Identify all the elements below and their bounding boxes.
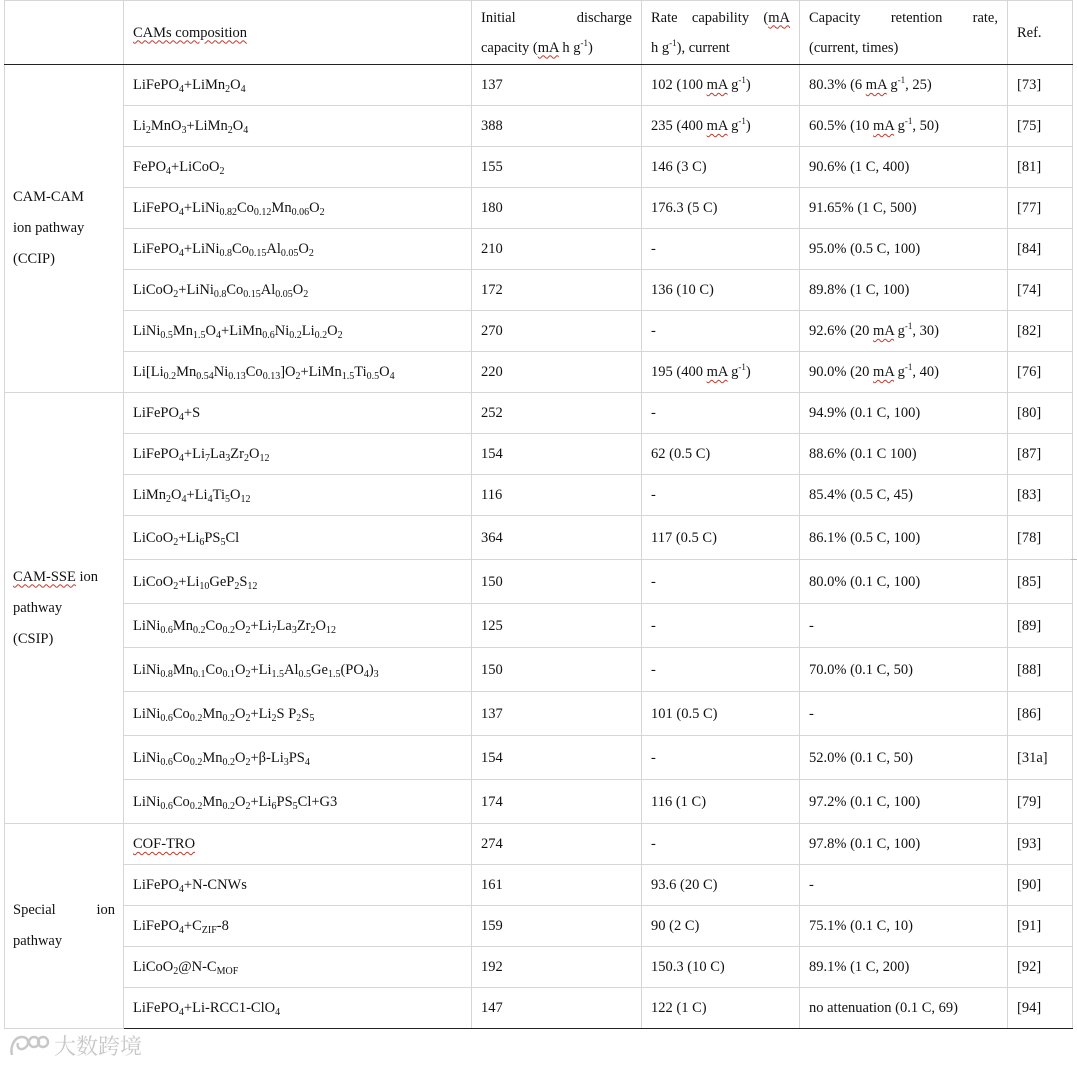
table-row <box>5 434 1073 475</box>
group-label <box>5 393 124 824</box>
ref-cell: [92] <box>1008 947 1073 988</box>
rate-capability-cell: - <box>642 648 800 692</box>
rate-capability-cell: - <box>642 604 800 648</box>
capacity-retention-cell: 90.6% (1 C, 400) <box>800 147 1008 188</box>
ref-cell: [83] <box>1008 475 1073 516</box>
ref-cell: [91] <box>1008 906 1073 947</box>
ref-cell: [87] <box>1008 434 1073 475</box>
composition-cell: $LiNi_{0.6}Mn_{0.2}Co_{0.2}O_2+Li_7La_3Zr_2O_{12}$ <box>124 604 472 648</box>
initial-capacity-cell: 150 <box>472 648 642 692</box>
composition-header-text: CAMs composition <box>133 24 247 41</box>
watermark-text: 大数跨境 <box>54 1035 143 1060</box>
rate-capability-cell: 235 (400 mA $g^{-1}$) <box>642 106 800 147</box>
rate-capability-cell: - <box>642 393 800 434</box>
group-label <box>5 824 124 1029</box>
composition-cell: $LiNi_{0.8}Mn_{0.1}Co_{0.1}O_2+Li_{1.5}Al_{0.5}Ge_{1.5}(PO_4)_3$ <box>124 648 472 692</box>
table-row <box>5 865 1073 906</box>
initial-capacity-cell: 174 <box>472 780 642 824</box>
group-label-line: CAM-SSE ion <box>13 568 99 585</box>
composition-cell: $LiFePO_4+LiMn_2O_4$ <box>124 65 472 106</box>
table-row <box>5 147 1073 188</box>
rate-capability-cell: 176.3 (5 C) <box>642 188 800 229</box>
composition-cell: $LiMn_2O_4+Li_4Ti_5O_{12}$ <box>124 475 472 516</box>
initial-capacity-cell: 220 <box>472 352 642 393</box>
group-label-line: (CSIP) <box>13 630 54 647</box>
table-row <box>5 906 1073 947</box>
retention-header-line1: Capacity retention rate, <box>809 9 998 26</box>
table-row <box>5 106 1073 147</box>
watermark-logo-icon <box>8 1033 50 1059</box>
ref-cell: [78] <box>1008 516 1073 560</box>
rate-capability-cell: - <box>642 560 800 604</box>
rate-capability-cell: 116 (1 C) <box>642 780 800 824</box>
composition-cell: $LiCoO_2+LiNi_{0.8}Co_{0.15}Al_{0.05}O_2$ <box>124 270 472 311</box>
table-row <box>5 65 1073 106</box>
group-label-line: ion pathway <box>13 220 85 236</box>
rate-capability-cell: - <box>642 229 800 270</box>
ref-cell: [90] <box>1008 865 1073 906</box>
header-capacity-retention <box>800 1 1008 65</box>
capacity-retention-cell: 60.5% (10 mA $g^{-1}$, 50) <box>800 106 1008 147</box>
initial-capacity-cell: 274 <box>472 824 642 865</box>
table-row <box>5 475 1073 516</box>
composition-cell: COF-TRO <box>124 824 472 865</box>
composition-cell: $LiFePO_4+LiNi_{0.8}Co_{0.15}Al_{0.05}O_2$ <box>124 229 472 270</box>
ref-cell: [88] <box>1008 648 1073 692</box>
composition-cell: $LiCoO_2+Li_6PS_5Cl$ <box>124 516 472 560</box>
capacity-retention-cell: 90.0% (20 mA $g^{-1}$, 40) <box>800 352 1008 393</box>
rate-capability-cell: - <box>642 311 800 352</box>
watermark <box>8 1030 142 1061</box>
composition-cell: $LiFePO_4+LiNi_{0.82}Co_{0.12}Mn_{0.06}O_2$ <box>124 188 472 229</box>
capacity-retention-cell: - <box>800 604 1008 648</box>
rate-capability-cell: 101 (0.5 C) <box>642 692 800 736</box>
table-row <box>5 270 1073 311</box>
capacity-retention-cell: 80.3% (6 mA $g^{-1}$, 25) <box>800 65 1008 106</box>
initial-capacity-cell: 125 <box>472 604 642 648</box>
ref-cell: [73] <box>1008 65 1073 106</box>
capacity-retention-cell: 80.0% (0.1 C, 100) <box>800 560 1008 604</box>
ref-cell: [77] <box>1008 188 1073 229</box>
table-row <box>5 824 1073 865</box>
table-wrapper <box>4 0 1072 1029</box>
rate-capability-cell: - <box>642 475 800 516</box>
ref-cell: [82] <box>1008 311 1073 352</box>
composition-cell: FePO$_4$+LiCoO$_2$ <box>124 147 472 188</box>
rate-capability-cell: - <box>642 824 800 865</box>
capacity-retention-cell: 91.65% (1 C, 500) <box>800 188 1008 229</box>
header-ref: Ref. <box>1008 1 1073 65</box>
group-label-line: pathway <box>13 933 63 949</box>
ref-cell: [93] <box>1008 824 1073 865</box>
rate-capability-cell: 102 (100 mA $g^{-1}$) <box>642 65 800 106</box>
table-row <box>5 188 1073 229</box>
composition-cell: $LiNi_{0.6}Co_{0.2}Mn_{0.2}O_2+\beta-Li_3PS_4$ <box>124 736 472 780</box>
header-initial-capacity <box>472 1 642 65</box>
initial-capacity-cell: 172 <box>472 270 642 311</box>
capacity-retention-cell: 86.1% (0.5 C, 100) <box>800 516 1008 560</box>
composition-cell: $LiNi_{0.5}Mn_{1.5}O_4+LiMn_{0.6}Ni_{0.2}Li_{0.2}O_2$ <box>124 311 472 352</box>
ref-cell: [85] <box>1008 560 1073 604</box>
ref-cell: [75] <box>1008 106 1073 147</box>
initial-capacity-cell: 159 <box>472 906 642 947</box>
table-row <box>5 947 1073 988</box>
initial-capacity-cell: 364 <box>472 516 642 560</box>
capacity-retention-cell: 92.6% (20 mA $g^{-1}$, 30) <box>800 311 1008 352</box>
ref-cell: [94] <box>1008 988 1073 1029</box>
table-row <box>5 780 1073 824</box>
header-group <box>5 1 124 65</box>
composition-cell: $LiNi_{0.6}Co_{0.2}Mn_{0.2}O_2+Li_2S$ $P_2S_5$ <box>124 692 472 736</box>
cam-comparison-table <box>4 0 1073 1029</box>
ref-cell: [76] <box>1008 352 1073 393</box>
composition-cell: LiFePO$_4$+Li-RCC1-ClO$_4$ <box>124 988 472 1029</box>
table-row <box>5 988 1073 1029</box>
table-row <box>5 229 1073 270</box>
composition-cell: $Li_2MnO_3+LiMn_2O_4$ <box>124 106 472 147</box>
capacity-retention-cell: 70.0% (0.1 C, 50) <box>800 648 1008 692</box>
capacity-retention-cell: 97.8% (0.1 C, 100) <box>800 824 1008 865</box>
rate-capability-cell: 93.6 (20 C) <box>642 865 800 906</box>
rate-capability-cell: 150.3 (10 C) <box>642 947 800 988</box>
initial-capacity-cell: 154 <box>472 434 642 475</box>
initial-capacity-cell: 150 <box>472 560 642 604</box>
rate-capability-cell: 136 (10 C) <box>642 270 800 311</box>
table-row <box>5 736 1073 780</box>
initial-capacity-cell: 210 <box>472 229 642 270</box>
group-label-line: Special ion <box>13 902 115 918</box>
composition-cell: LiFePO$_4$+N-CNWs <box>124 865 472 906</box>
capacity-retention-cell: - <box>800 865 1008 906</box>
capacity-retention-cell: 88.6% (0.1 C 100) <box>800 434 1008 475</box>
table-row <box>5 516 1073 560</box>
capacity-retention-cell: 94.9% (0.1 C, 100) <box>800 393 1008 434</box>
ref-cell: [89] <box>1008 604 1073 648</box>
table-row <box>5 648 1073 692</box>
group-label-line: pathway <box>13 599 63 616</box>
table-row <box>5 604 1073 648</box>
ref-cell: [86] <box>1008 692 1073 736</box>
initial-header-line2: capacity (mA h $g^{-1}$) <box>481 37 593 56</box>
ref-cell: [80] <box>1008 393 1073 434</box>
ref-cell: [81] <box>1008 147 1073 188</box>
table-row <box>5 560 1073 604</box>
ref-cell: [31a] <box>1008 736 1073 780</box>
composition-cell: $LiNi_{0.6}Co_{0.2}Mn_{0.2}O_2+Li_6PS_5Cl+G3$ <box>124 780 472 824</box>
table-body <box>5 65 1073 1029</box>
initial-capacity-cell: 116 <box>472 475 642 516</box>
table-row <box>5 352 1073 393</box>
capacity-retention-cell: 97.2% (0.1 C, 100) <box>800 780 1008 824</box>
composition-cell: $LiFePO_4+Li_7La_3Zr_2O_{12}$ <box>124 434 472 475</box>
capacity-retention-cell: 95.0% (0.5 C, 100) <box>800 229 1008 270</box>
header-composition <box>124 1 472 65</box>
initial-capacity-cell: 270 <box>472 311 642 352</box>
initial-capacity-cell: 192 <box>472 947 642 988</box>
rate-capability-cell: - <box>642 736 800 780</box>
ref-cell: [74] <box>1008 270 1073 311</box>
composition-cell: $LiCoO_2@N-C_{MOF}$ <box>124 947 472 988</box>
rate-header-line1: Rate capability (mA <box>651 9 790 26</box>
group-label-line: (CCIP) <box>13 251 55 267</box>
capacity-retention-cell: 75.1% (0.1 C, 10) <box>800 906 1008 947</box>
capacity-retention-cell: 85.4% (0.5 C, 45) <box>800 475 1008 516</box>
initial-capacity-cell: 147 <box>472 988 642 1029</box>
rate-capability-cell: 62 (0.5 C) <box>642 434 800 475</box>
initial-capacity-cell: 180 <box>472 188 642 229</box>
capacity-retention-cell: no attenuation (0.1 C, 69) <box>800 988 1008 1029</box>
capacity-retention-cell: 89.8% (1 C, 100) <box>800 270 1008 311</box>
capacity-retention-cell: 89.1% (1 C, 200) <box>800 947 1008 988</box>
table-row <box>5 692 1073 736</box>
ref-cell: [84] <box>1008 229 1073 270</box>
rate-capability-cell: 117 (0.5 C) <box>642 516 800 560</box>
initial-capacity-cell: 155 <box>472 147 642 188</box>
rate-capability-cell: 146 (3 C) <box>642 147 800 188</box>
table-row <box>5 311 1073 352</box>
initial-capacity-cell: 252 <box>472 393 642 434</box>
composition-cell: LiFePO$_4$+S <box>124 393 472 434</box>
group-label <box>5 65 124 393</box>
rate-capability-cell: 90 (2 C) <box>642 906 800 947</box>
composition-cell: $LiFePO_4+C_{ZIF}-8$ <box>124 906 472 947</box>
initial-capacity-cell: 161 <box>472 865 642 906</box>
header-rate-capability <box>642 1 800 65</box>
capacity-retention-cell: 52.0% (0.1 C, 50) <box>800 736 1008 780</box>
initial-capacity-cell: 137 <box>472 65 642 106</box>
table-row <box>5 393 1073 434</box>
initial-capacity-cell: 154 <box>472 736 642 780</box>
rate-capability-cell: 195 (400 mA $g^{-1}$) <box>642 352 800 393</box>
ref-cell: [79] <box>1008 780 1073 824</box>
group-label-line: CAM-CAM <box>13 189 84 205</box>
initial-capacity-cell: 388 <box>472 106 642 147</box>
capacity-retention-cell: - <box>800 692 1008 736</box>
header-row <box>5 1 1073 65</box>
composition-cell: $LiCoO_2+Li_{10}GeP_2S_{12}$ <box>124 560 472 604</box>
initial-capacity-cell: 137 <box>472 692 642 736</box>
retention-header-line2: (current, times) <box>809 39 899 56</box>
rate-capability-cell: 122 (1 C) <box>642 988 800 1029</box>
margin-tick <box>1071 559 1077 560</box>
composition-cell: $Li[Li_{0.2}Mn_{0.54}Ni_{0.13}Co_{0.13}]O_2+LiMn_{1.5}Ti_{0.5}O_4$ <box>124 352 472 393</box>
rate-header-line2: h $g^{-1}$), current <box>651 37 730 56</box>
initial-header-line1: Initial discharge <box>481 9 632 26</box>
